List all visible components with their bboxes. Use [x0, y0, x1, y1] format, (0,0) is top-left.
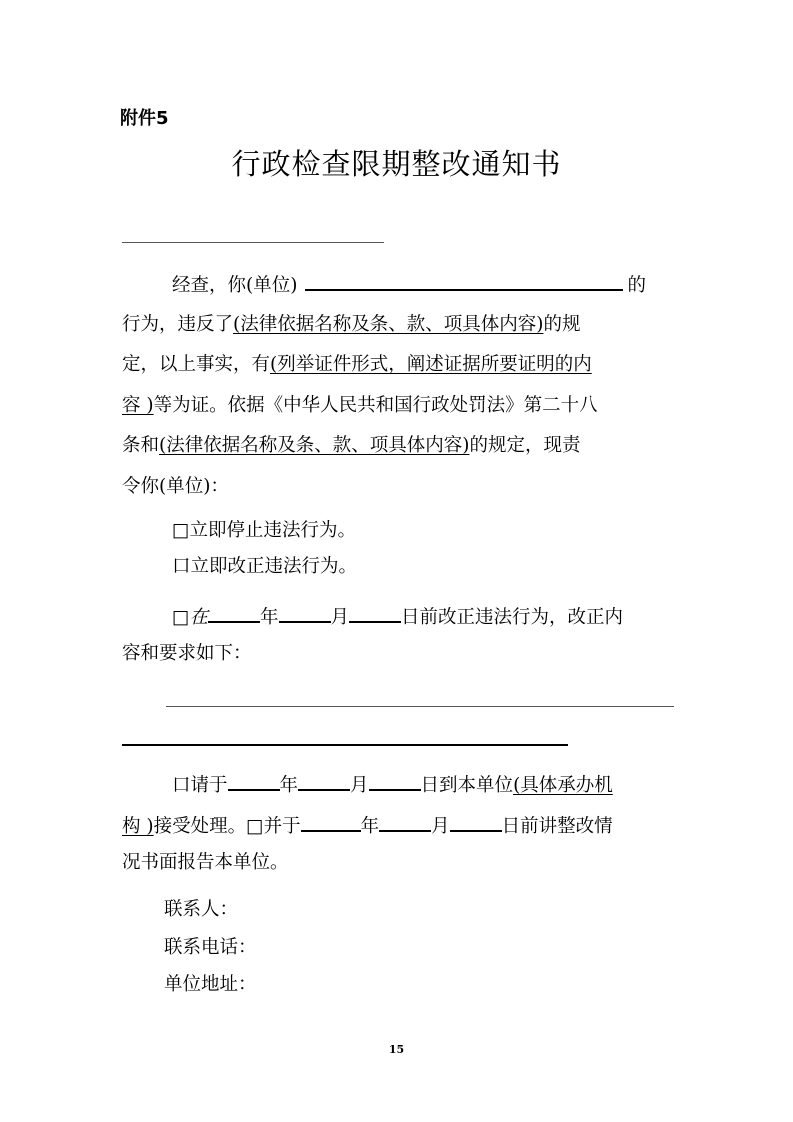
para1-line5: 条和(法律依据名称及条、款、项具体内容)的规定，现责 [122, 435, 581, 456]
document-title: 行政检查限期整改通知书 [231, 147, 562, 181]
para2-line3: 况书面报告本单位。 [122, 852, 289, 873]
para2-line2: 构 )接受处理。□并于 年 月 日前讲整改情 [122, 812, 613, 838]
para1-line2: 行为，违反了(法律依据名称及条、款、项具体内容)的规 [122, 314, 581, 335]
option-deadline-cont: 容和要求如下： [122, 643, 252, 664]
requirements-line-1 [166, 706, 674, 707]
para1-line6: 令你(单位)： [122, 476, 229, 497]
option-deadline: □在 年 月 日前改正违法行为，改正内 [172, 603, 623, 629]
requirements-line-2 [122, 744, 568, 746]
contact-phone: 联系电话： [164, 937, 257, 958]
option-correct: 口立即改正违法行为。 [172, 556, 358, 577]
page-number: 15 [388, 1043, 405, 1056]
entity-blank [305, 271, 623, 291]
para1-line3: 定，以上事实，有(列举证件形式，阐述证据所要证明的内 [122, 354, 592, 375]
para1-line1: 经查，你(单位) 的 [172, 271, 646, 297]
recipient-line [122, 242, 384, 243]
attachment-label: 附件5 [120, 108, 169, 129]
para1-line4: 容 )等为证。依据《中华人民共和国行政处罚法》第二十八 [122, 395, 598, 416]
contact-person: 联系人： [164, 899, 239, 920]
para2-line1: 口请于 年 月 日到本单位(具体承办机 [172, 771, 613, 797]
contact-address: 单位地址： [164, 974, 257, 995]
option-stop: □立即停止违法行为。 [172, 520, 356, 541]
